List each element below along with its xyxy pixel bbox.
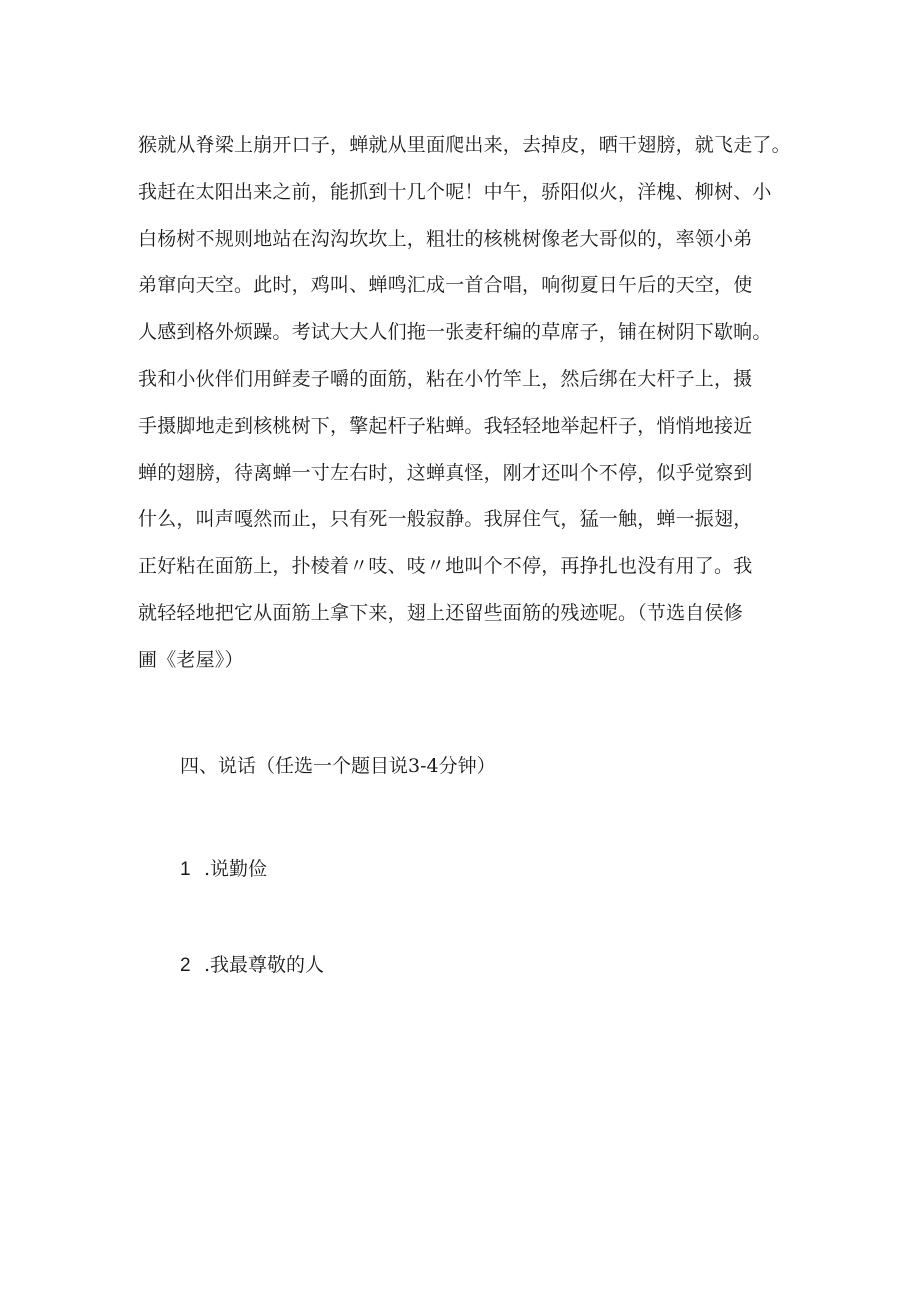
reading-passage	[138, 122, 798, 684]
passage-line: 圃《老屋》）	[138, 648, 244, 671]
topic-text: .说勤俭	[204, 858, 268, 880]
topic-text: .我最尊敬的人	[204, 954, 325, 976]
passage-line: 白杨树不规则地站在沟沟坎坎上，粗壮的核桃树像老大哥似的，率领小弟	[138, 227, 753, 250]
topic-item	[180, 855, 267, 884]
passage-line: 弟窜向天空。此时，鸡叫、蝉鸣汇成一首合唱，响彻夏日午后的天空，使	[138, 274, 753, 297]
passage-line: 正好粘在面筋上，扑棱着〃吱、吱〃地叫个不停，再挣扎也没有用了。我	[138, 555, 753, 578]
topic-number: 1	[180, 859, 191, 880]
topic-number: 2	[180, 955, 191, 976]
passage-line: 就轻轻地把它从面筋上拿下来，翅上还留些面筋的残迹呢。（节选自侯修	[138, 601, 743, 624]
passage-line: 我赶在太阳出来之前，能抓到十几个呢！中午，骄阳似火，洋槐、柳树、小	[138, 180, 772, 203]
passage-line: 我和小伙伴们用鲜麦子嚼的面筋，粘在小竹竿上，然后绑在大杆子上，摄	[138, 367, 753, 390]
passage-line: 手摄脚地走到核桃树下，擎起杆子粘蝉。我轻轻地举起杆子，悄悄地接近	[138, 414, 753, 437]
passage-line: 什么，叫声嘎然而止，只有死一般寂静。我屏住气，猛一触，蝉一振翅，	[138, 508, 753, 531]
passage-line: 蝉的翅膀，待离蝉一寸左右时，这蝉真怪，刚才还叫个不停，似乎觉察到	[138, 461, 753, 484]
topic-item	[180, 951, 324, 980]
section-title-speaking: 四、说话（任选一个题目说3-4分钟）	[180, 755, 496, 777]
passage-line: 人感到格外烦躁。考试大大人们拖一张麦秆编的草席子，铺在树阴下歇晌。	[138, 321, 772, 344]
passage-line: 猴就从脊梁上崩开口子，蝉就从里面爬出来，去掉皮，晒干翅膀，就飞走了。	[138, 134, 791, 156]
